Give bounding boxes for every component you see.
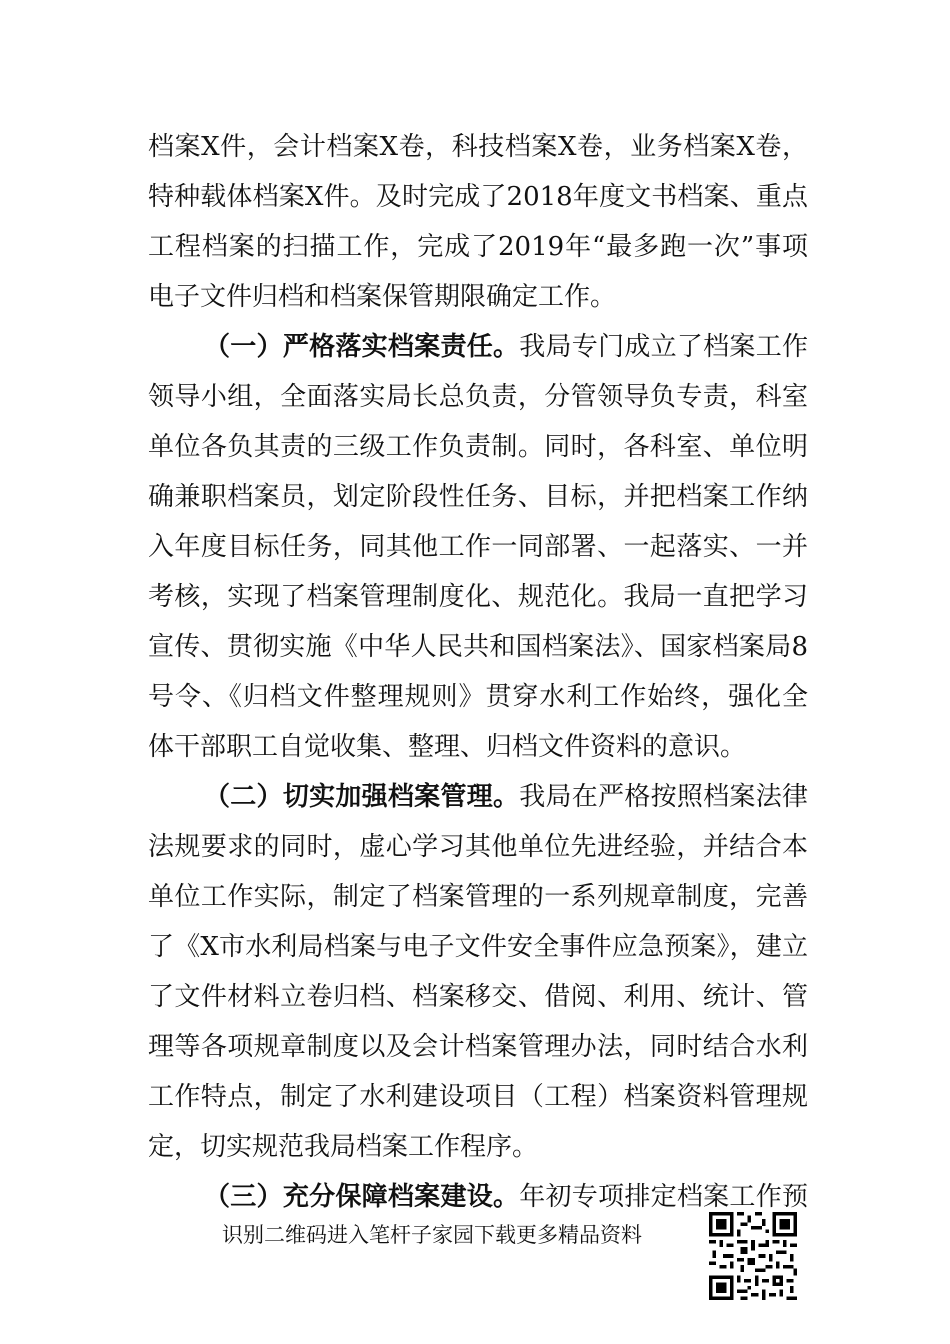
paragraph-line: 体干部职工自觉收集、整理、归档文件资料的意识。 [148,732,747,762]
paragraph-line: 特种载体档案X件。及时完成了2018年度文书档案、重点 [148,182,808,212]
paragraph-line: 单位各负其责的三级工作负责制。同时，各科室、单位明 [148,432,808,462]
paragraph-line: 工程档案的扫描工作，完成了2019年“最多跑一次”事项 [148,232,808,262]
paragraph-line: 法规要求的同时，虚心学习其他单位先进经验，并结合本 [148,832,808,862]
paragraph-line: 入年度目标任务，同其他工作一同部署、一起落实、一并 [148,532,808,562]
qr-code-icon[interactable] [709,1212,797,1300]
paragraph-line: 单位工作实际，制定了档案管理的一系列规章制度，完善 [148,882,808,912]
paragraph-line: 考核，实现了档案管理制度化、规范化。我局一直把学习 [148,582,808,612]
paragraph-line: 理等各项规章制度以及会计档案管理办法，同时结合水利 [148,1032,808,1062]
section-heading-1: （一）严格落实档案责任。 [204,332,520,362]
paragraph-line [204,322,808,372]
paragraph-line: 工作特点，制定了水利建设项目（工程）档案资料管理规 [148,1082,808,1112]
section-heading-2: （二）切实加强档案管理。 [204,782,520,812]
paragraph-line: 确兼职档案员，划定阶段性任务、目标，并把档案工作纳 [148,482,808,512]
paragraph-line: 电子文件归档和档案保管期限确定工作。 [148,282,617,312]
paragraph-text: 我局专门成立了档案工作 [519,332,808,362]
footer-promo-text: 识别二维码进入笔杆子家园下载更多精品资料 [222,1223,642,1247]
paragraph-line: 定，切实规范我局档案工作程序。 [148,1132,539,1162]
paragraph-line: 号令、《归档文件整理规则》贯穿水利工作始终，强化全 [148,682,808,712]
paragraph-text: 我局在严格按照档案法律 [519,782,808,812]
paragraph-line: 领导小组，全面落实局长总负责，分管领导负专责，科室 [148,382,808,412]
paragraph-line: 了《X市水利局档案与电子文件安全事件应急预案》，建立 [148,932,808,962]
paragraph-line: 档案X件，会计档案X卷，科技档案X卷，业务档案X卷， [148,132,808,162]
section-heading-3: （三）充分保障档案建设。 [204,1182,520,1212]
paragraph-text: 年初专项排定档案工作预 [519,1182,808,1212]
paragraph-line: 宣传、贯彻实施《中华人民共和国档案法》、国家档案局8 [148,632,808,662]
paragraph-line [204,772,808,822]
paragraph-line: 了文件材料立卷归档、档案移交、借阅、利用、统计、管 [148,982,808,1012]
